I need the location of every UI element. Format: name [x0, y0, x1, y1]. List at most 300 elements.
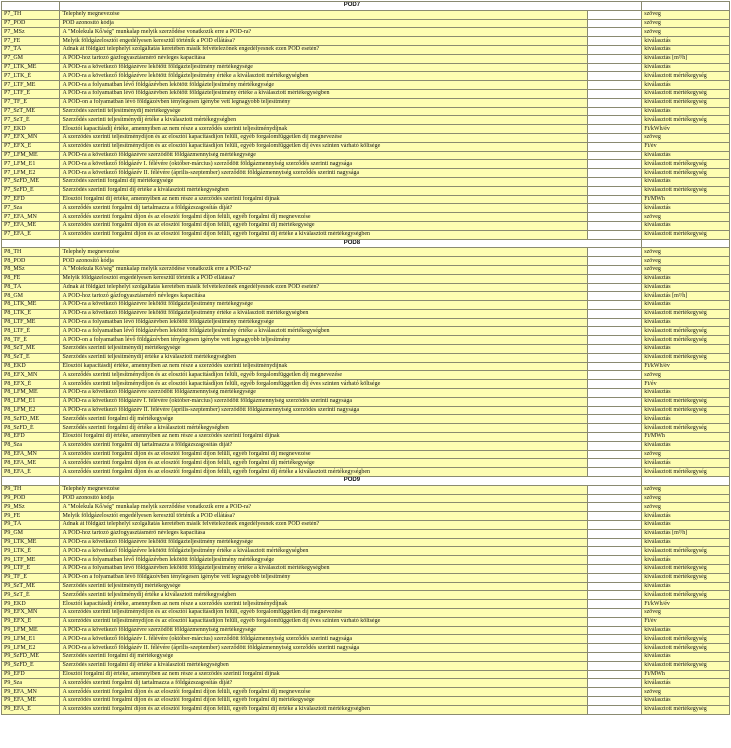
- code-cell[interactable]: P8_LFM_ME: [2, 389, 60, 398]
- value-input-cell[interactable]: [587, 186, 641, 195]
- value-input-cell[interactable]: [587, 626, 641, 635]
- description-cell[interactable]: A szerződés szerinti forgalmi díjon és az elosztói forgalmi díjon felüli, egyéb forgalmi díj értéke a kiválasztott mértékegységben: [60, 468, 587, 477]
- code-cell[interactable]: P8_GM: [2, 292, 60, 301]
- description-cell[interactable]: Adnak át földgázt telephelyi szolgáltatás keretében másik felvételezőnek engedélyesnek ezen POD esetén?: [60, 521, 587, 530]
- value-input-cell[interactable]: [587, 565, 641, 574]
- code-cell[interactable]: P9_SzT_É: [2, 591, 60, 600]
- code-cell[interactable]: P8_EKD: [2, 362, 60, 371]
- type-cell[interactable]: szöveg: [642, 485, 730, 494]
- description-cell[interactable]: Szerződés szerinti teljesítménydíj értéke a kiválasztott mértékegységben: [60, 591, 587, 600]
- type-cell[interactable]: szöveg: [642, 265, 730, 274]
- value-input-cell[interactable]: [587, 133, 641, 142]
- type-cell[interactable]: Ft/kWh/év: [642, 125, 730, 134]
- description-cell[interactable]: A POD-ra a folyamatban lévő földgázévben lekötött földgázteljesítmény értéke a kiválasztott mértékegységben: [60, 327, 587, 336]
- code-cell[interactable]: P7_LTF_ME: [2, 81, 60, 90]
- type-cell[interactable]: kiválasztott mértékegység: [642, 573, 730, 582]
- type-cell[interactable]: Ft/kWh/év: [642, 600, 730, 609]
- type-cell[interactable]: kiválasztott mértékegység: [642, 705, 730, 714]
- type-cell[interactable]: szöveg: [642, 503, 730, 512]
- code-cell[interactable]: P8_LTF_ME: [2, 318, 60, 327]
- value-input-cell[interactable]: [587, 107, 641, 116]
- code-cell[interactable]: P9_TÁ: [2, 521, 60, 530]
- type-cell[interactable]: kiválasztás: [642, 301, 730, 310]
- description-cell[interactable]: A szerződés szerinti forgalmi díjon és az elosztói forgalmi díjon felüli, egyéb forgalmi díj megnevezése: [60, 688, 587, 697]
- description-cell[interactable]: A POD-ra a folyamatban lévő földgázévben lekötött földgázteljesítmény mértékegysége: [60, 81, 587, 90]
- value-input-cell[interactable]: [587, 688, 641, 697]
- type-cell[interactable]: kiválasztás: [642, 318, 730, 327]
- description-cell[interactable]: A POD-ra a következő földgázév I. félévére (október-március) szerződött földgázmennyiség szerződés szerinti nagysága: [60, 397, 587, 406]
- type-cell[interactable]: kiválasztott mértékegység: [642, 397, 730, 406]
- value-input-cell[interactable]: [587, 670, 641, 679]
- type-cell[interactable]: szöveg: [642, 133, 730, 142]
- type-cell[interactable]: kiválasztott mértékegység: [642, 186, 730, 195]
- type-cell[interactable]: kiválasztás: [642, 283, 730, 292]
- code-cell[interactable]: P7_EKD: [2, 125, 60, 134]
- description-cell[interactable]: A szerződés szerinti teljesítménydíjon és az elosztói kapacitásdíjon felüli, egyéb forgalomfüggetlen díj éves szinten várható költsége: [60, 142, 587, 151]
- type-cell[interactable]: kiválasztás: [642, 63, 730, 72]
- section-title[interactable]: POD9: [60, 477, 642, 486]
- description-cell[interactable]: A POD-on a folyamatban lévő földgázévben ténylegesen igénybe vett legnagyobb teljesítmény: [60, 98, 587, 107]
- description-cell[interactable]: POD azonosító kódja: [60, 257, 587, 266]
- code-cell[interactable]: P7_TF_É: [2, 98, 60, 107]
- description-cell[interactable]: A POD-ra a következő földgázévre szerződött földgázmennyiség mértékegysége: [60, 626, 587, 635]
- value-input-cell[interactable]: [587, 37, 641, 46]
- description-cell[interactable]: A szerződés szerinti forgalmi díjon és az elosztói forgalmi díjon felüli, egyéb forgalmi díj megnevezése: [60, 450, 587, 459]
- description-cell[interactable]: A szerződés szerinti teljesítménydíjon és az elosztói kapacitásdíjon felüli, egyéb forgalomfüggetlen díj megnevezése: [60, 608, 587, 617]
- type-cell[interactable]: kiválasztás: [642, 626, 730, 635]
- code-cell[interactable]: P7_EFA_ME: [2, 221, 60, 230]
- type-cell[interactable]: szöveg: [642, 688, 730, 697]
- code-cell[interactable]: P7_EFD: [2, 195, 60, 204]
- value-input-cell[interactable]: [587, 89, 641, 98]
- value-input-cell[interactable]: [587, 389, 641, 398]
- code-cell[interactable]: P8_EFA_É: [2, 468, 60, 477]
- description-cell[interactable]: A POD-on a folyamatban lévő földgázévben ténylegesen igénybe vett legnagyobb teljesítmény: [60, 336, 587, 345]
- value-input-cell[interactable]: [587, 617, 641, 626]
- description-cell[interactable]: A "Molekula Kő/ség" munkalap melyik szerződése vonatkozik erre a POD-ra?: [60, 28, 587, 37]
- code-cell[interactable]: P9_LTF_ME: [2, 556, 60, 565]
- type-cell[interactable]: kiválasztott mértékegység: [642, 547, 730, 556]
- description-cell[interactable]: A POD-ra a következő földgázévre lekötött földgázteljesítmény mértékegysége: [60, 63, 587, 72]
- value-input-cell[interactable]: [587, 142, 641, 151]
- value-input-cell[interactable]: [587, 450, 641, 459]
- value-input-cell[interactable]: [587, 494, 641, 503]
- description-cell[interactable]: Elosztói forgalmi díj értéke, amennyiben az nem része a szerződés szerinti forgalmi díjnak: [60, 433, 587, 442]
- type-cell[interactable]: Ft/év: [642, 617, 730, 626]
- value-input-cell[interactable]: [587, 292, 641, 301]
- type-cell[interactable]: kiválasztott mértékegység: [642, 72, 730, 81]
- code-cell[interactable]: P9_SzT_ME: [2, 582, 60, 591]
- value-input-cell[interactable]: [587, 441, 641, 450]
- description-cell[interactable]: Elosztói kapacitásdíj értéke, amennyiben az nem része a szerződés szerinti teljesítménydíjnak: [60, 600, 587, 609]
- value-input-cell[interactable]: [587, 538, 641, 547]
- value-input-cell[interactable]: [587, 529, 641, 538]
- type-cell[interactable]: Ft/kWh/év: [642, 362, 730, 371]
- value-input-cell[interactable]: [587, 371, 641, 380]
- value-input-cell[interactable]: [587, 582, 641, 591]
- value-input-cell[interactable]: [587, 380, 641, 389]
- description-cell[interactable]: Elosztói forgalmi díj értéke, amennyiben az nem része a szerződés szerinti forgalmi díjnak: [60, 195, 587, 204]
- description-cell[interactable]: Szerződés szerinti teljesítménydíj mértékegysége: [60, 345, 587, 354]
- value-input-cell[interactable]: [587, 54, 641, 63]
- code-cell[interactable]: P7_EFA_MN: [2, 213, 60, 222]
- description-cell[interactable]: A szerződés szerinti forgalmi díj tartalmazza a földgázszagosítás díját?: [60, 679, 587, 688]
- code-cell[interactable]: P9_TH: [2, 485, 60, 494]
- description-cell[interactable]: POD azonosító kódja: [60, 494, 587, 503]
- type-cell[interactable]: kiválasztott mértékegység: [642, 160, 730, 169]
- type-cell[interactable]: kiválasztott mértékegység: [642, 468, 730, 477]
- description-cell[interactable]: Szerződés szerinti teljesítménydíj értéke a kiválasztott mértékegységben: [60, 116, 587, 125]
- value-input-cell[interactable]: [587, 424, 641, 433]
- description-cell[interactable]: Szerződés szerinti forgalmi díj mértékegysége: [60, 652, 587, 661]
- type-cell[interactable]: Ft/MWh: [642, 195, 730, 204]
- description-cell[interactable]: A POD-hoz tartozó gázfogyasztásmérő névleges kapacitása: [60, 292, 587, 301]
- code-cell[interactable]: P8_SzT_ME: [2, 345, 60, 354]
- description-cell[interactable]: Szerződés szerinti forgalmi díj értéke a kiválasztott mértékegységben: [60, 186, 587, 195]
- value-input-cell[interactable]: [587, 468, 641, 477]
- code-cell[interactable]: P7_LFM_E2: [2, 169, 60, 178]
- code-cell[interactable]: P9_POD: [2, 494, 60, 503]
- description-cell[interactable]: Elosztói forgalmi díj értéke, amennyiben az nem része a szerződés szerinti forgalmi díjnak: [60, 670, 587, 679]
- description-cell[interactable]: A POD-ra a következő földgázévre szerződött földgázmennyiség mértékegysége: [60, 151, 587, 160]
- type-cell[interactable]: szöveg: [642, 248, 730, 257]
- type-cell[interactable]: kiválasztott mértékegység: [642, 591, 730, 600]
- code-cell[interactable]: P7_LTK_ME: [2, 63, 60, 72]
- type-cell[interactable]: kiválasztott mértékegység: [642, 353, 730, 362]
- code-cell[interactable]: P9_SzFD_É: [2, 661, 60, 670]
- type-cell[interactable]: kiválasztott mértékegység: [642, 116, 730, 125]
- code-cell[interactable]: P9_EFX_É: [2, 617, 60, 626]
- description-cell[interactable]: A POD-hoz tartozó gázfogyasztásmérő névleges kapacitása: [60, 529, 587, 538]
- type-cell[interactable]: kiválasztás: [642, 107, 730, 116]
- value-input-cell[interactable]: [587, 608, 641, 617]
- description-cell[interactable]: Telephely megnevezése: [60, 10, 587, 19]
- description-cell[interactable]: A POD-ra a folyamatban lévő földgázévben lekötött földgázteljesítmény mértékegysége: [60, 556, 587, 565]
- description-cell[interactable]: A POD-ra a következő földgázévre szerződött földgázmennyiség mértékegysége: [60, 389, 587, 398]
- type-cell[interactable]: kiválasztott mértékegység: [642, 406, 730, 415]
- value-input-cell[interactable]: [587, 345, 641, 354]
- code-cell[interactable]: P8_FE: [2, 274, 60, 283]
- type-cell[interactable]: kiválasztás: [642, 345, 730, 354]
- code-cell[interactable]: P7_Sza: [2, 204, 60, 213]
- value-input-cell[interactable]: [587, 177, 641, 186]
- type-cell[interactable]: kiválasztás: [642, 177, 730, 186]
- value-input-cell[interactable]: [587, 705, 641, 714]
- code-cell[interactable]: P9_EFX_MN: [2, 608, 60, 617]
- section-title[interactable]: POD8: [60, 239, 642, 248]
- value-input-cell[interactable]: [587, 406, 641, 415]
- type-cell[interactable]: kiválasztás: [642, 582, 730, 591]
- type-cell[interactable]: kiválasztott mértékegység: [642, 644, 730, 653]
- code-cell[interactable]: P8_EFX_MN: [2, 371, 60, 380]
- value-input-cell[interactable]: [587, 283, 641, 292]
- value-input-cell[interactable]: [587, 512, 641, 521]
- description-cell[interactable]: A POD-ra a következő földgázév II. félévére (április-szeptember) szerződött földgázmennyiség szerződés szerinti nagysága: [60, 644, 587, 653]
- value-input-cell[interactable]: [587, 661, 641, 670]
- type-cell[interactable]: kiválasztás: [642, 459, 730, 468]
- value-input-cell[interactable]: [587, 600, 641, 609]
- type-cell[interactable]: kiválasztás: [642, 521, 730, 530]
- value-input-cell[interactable]: [587, 265, 641, 274]
- code-cell[interactable]: P7_FE: [2, 37, 60, 46]
- code-cell[interactable]: P9_LFM_E1: [2, 635, 60, 644]
- description-cell[interactable]: Telephely megnevezése: [60, 485, 587, 494]
- description-cell[interactable]: A szerződés szerinti forgalmi díj tartalmazza a földgázszagosítás díját?: [60, 204, 587, 213]
- description-cell[interactable]: A POD-ra a következő földgázév I. félévére (október-március) szerződött földgázmennyiség szerződés szerinti nagysága: [60, 160, 587, 169]
- type-cell[interactable]: kiválasztás [m³/h]: [642, 529, 730, 538]
- type-cell[interactable]: kiválasztás: [642, 441, 730, 450]
- code-cell[interactable]: P7_EFX_É: [2, 142, 60, 151]
- code-cell[interactable]: P9_GM: [2, 529, 60, 538]
- code-cell[interactable]: P7_LFM_ME: [2, 151, 60, 160]
- code-cell[interactable]: P9_LFM_E2: [2, 644, 60, 653]
- value-input-cell[interactable]: [587, 274, 641, 283]
- type-cell[interactable]: kiválasztás: [642, 556, 730, 565]
- code-cell[interactable]: P7_EFA_É: [2, 230, 60, 239]
- type-cell[interactable]: kiválasztott mértékegység: [642, 98, 730, 107]
- value-input-cell[interactable]: [587, 503, 641, 512]
- type-cell[interactable]: kiválasztás [m³/h]: [642, 292, 730, 301]
- type-cell[interactable]: kiválasztás: [642, 151, 730, 160]
- description-cell[interactable]: Melyik földgázelosztói engedélyesen keresztül történik a POD ellátása?: [60, 37, 587, 46]
- code-cell[interactable]: P7_SzFD_É: [2, 186, 60, 195]
- type-cell[interactable]: kiválasztott mértékegység: [642, 661, 730, 670]
- value-input-cell[interactable]: [587, 257, 641, 266]
- type-cell[interactable]: kiválasztás: [642, 415, 730, 424]
- code-cell[interactable]: P9_LTK_ME: [2, 538, 60, 547]
- code-cell[interactable]: P7_MSz: [2, 28, 60, 37]
- code-cell[interactable]: P8_SzFD_É: [2, 424, 60, 433]
- header-right-cell[interactable]: [642, 239, 730, 248]
- description-cell[interactable]: A "Molekula Kő/ség" munkalap melyik szerződése vonatkozik erre a POD-ra?: [60, 265, 587, 274]
- description-cell[interactable]: A POD-ra a következő földgázév II. félévére (április-szeptember) szerződött földgázmennyiség szerződés szerinti nagysága: [60, 406, 587, 415]
- value-input-cell[interactable]: [587, 309, 641, 318]
- description-cell[interactable]: A szerződés szerinti forgalmi díjon és az elosztói forgalmi díjon felüli, egyéb forgalmi díj értéke a kiválasztott mértékegységben: [60, 230, 587, 239]
- value-input-cell[interactable]: [587, 318, 641, 327]
- value-input-cell[interactable]: [587, 125, 641, 134]
- description-cell[interactable]: Elosztói kapacitásdíj értéke, amennyiben az nem része a szerződés szerinti teljesítménydíjnak: [60, 125, 587, 134]
- description-cell[interactable]: A POD-ra a folyamatban lévő földgázévben lekötött földgázteljesítmény mértékegysége: [60, 318, 587, 327]
- code-cell[interactable]: P7_SzT_ME: [2, 107, 60, 116]
- type-cell[interactable]: szöveg: [642, 213, 730, 222]
- value-input-cell[interactable]: [587, 169, 641, 178]
- description-cell[interactable]: POD azonosító kódja: [60, 19, 587, 28]
- value-input-cell[interactable]: [587, 547, 641, 556]
- code-cell[interactable]: P8_TÁ: [2, 283, 60, 292]
- code-cell[interactable]: P8_EFA_MN: [2, 450, 60, 459]
- description-cell[interactable]: A szerződés szerinti forgalmi díjon és az elosztói forgalmi díjon felüli, egyéb forgalmi díj mértékegysége: [60, 221, 587, 230]
- code-cell[interactable]: P7_TÁ: [2, 45, 60, 54]
- type-cell[interactable]: Ft/MWh: [642, 433, 730, 442]
- description-cell[interactable]: Telephely megnevezése: [60, 248, 587, 257]
- code-cell[interactable]: P9_EFA_ME: [2, 696, 60, 705]
- code-cell[interactable]: P7_POD: [2, 19, 60, 28]
- value-input-cell[interactable]: [587, 336, 641, 345]
- code-cell[interactable]: P9_LTF_É: [2, 565, 60, 574]
- code-cell[interactable]: P7_SzFD_ME: [2, 177, 60, 186]
- code-cell[interactable]: P7_SzT_É: [2, 116, 60, 125]
- type-cell[interactable]: kiválasztás: [642, 81, 730, 90]
- description-cell[interactable]: A POD-ra a következő földgázévre lekötött földgázteljesítmény értéke a kiválasztott mértékegységben: [60, 547, 587, 556]
- type-cell[interactable]: kiválasztás: [642, 274, 730, 283]
- value-input-cell[interactable]: [587, 204, 641, 213]
- type-cell[interactable]: kiválasztás [m³/h]: [642, 54, 730, 63]
- type-cell[interactable]: kiválasztás: [642, 389, 730, 398]
- type-cell[interactable]: kiválasztás: [642, 204, 730, 213]
- description-cell[interactable]: Szerződés szerinti teljesítménydíj értéke a kiválasztott mértékegységben: [60, 353, 587, 362]
- code-cell[interactable]: P8_LTF_É: [2, 327, 60, 336]
- type-cell[interactable]: szöveg: [642, 19, 730, 28]
- description-cell[interactable]: A POD-ra a következő földgázévre lekötött földgázteljesítmény értéke a kiválasztott mértékegységben: [60, 309, 587, 318]
- description-cell[interactable]: A POD-hoz tartozó gázfogyasztásmérő névleges kapacitása: [60, 54, 587, 63]
- code-cell[interactable]: P9_SzFD_ME: [2, 652, 60, 661]
- description-cell[interactable]: Szerződés szerinti forgalmi díj értéke a kiválasztott mértékegységben: [60, 424, 587, 433]
- type-cell[interactable]: kiválasztott mértékegység: [642, 89, 730, 98]
- value-input-cell[interactable]: [587, 433, 641, 442]
- code-cell[interactable]: P8_EFX_É: [2, 380, 60, 389]
- type-cell[interactable]: kiválasztás: [642, 221, 730, 230]
- code-cell[interactable]: P7_EFX_MN: [2, 133, 60, 142]
- value-input-cell[interactable]: [587, 151, 641, 160]
- type-cell[interactable]: kiválasztás: [642, 652, 730, 661]
- code-cell[interactable]: P8_SzT_É: [2, 353, 60, 362]
- code-cell[interactable]: P9_EFA_É: [2, 705, 60, 714]
- value-input-cell[interactable]: [587, 10, 641, 19]
- code-cell[interactable]: P8_Sza: [2, 441, 60, 450]
- value-input-cell[interactable]: [587, 160, 641, 169]
- header-left-cell[interactable]: [2, 477, 60, 486]
- description-cell[interactable]: A szerződés szerinti forgalmi díjon és az elosztói forgalmi díjon felüli, egyéb forgalmi díj értéke a kiválasztott mértékegységben: [60, 705, 587, 714]
- code-cell[interactable]: P8_LTK_É: [2, 309, 60, 318]
- value-input-cell[interactable]: [587, 248, 641, 257]
- section-title[interactable]: POD7: [60, 2, 642, 11]
- value-input-cell[interactable]: [587, 301, 641, 310]
- value-input-cell[interactable]: [587, 591, 641, 600]
- type-cell[interactable]: szöveg: [642, 257, 730, 266]
- type-cell[interactable]: kiválasztás: [642, 679, 730, 688]
- value-input-cell[interactable]: [587, 635, 641, 644]
- value-input-cell[interactable]: [587, 644, 641, 653]
- description-cell[interactable]: A szerződés szerinti teljesítménydíjon és az elosztói kapacitásdíjon felüli, egyéb forgalomfüggetlen díj éves szinten várható költsége: [60, 380, 587, 389]
- code-cell[interactable]: P8_MSz: [2, 265, 60, 274]
- description-cell[interactable]: A szerződés szerinti forgalmi díjon és az elosztói forgalmi díjon felüli, egyéb forgalmi díj mértékegysége: [60, 459, 587, 468]
- value-input-cell[interactable]: [587, 116, 641, 125]
- type-cell[interactable]: kiválasztás: [642, 45, 730, 54]
- value-input-cell[interactable]: [587, 459, 641, 468]
- code-cell[interactable]: P7_GM: [2, 54, 60, 63]
- value-input-cell[interactable]: [587, 679, 641, 688]
- type-cell[interactable]: kiválasztott mértékegység: [642, 230, 730, 239]
- code-cell[interactable]: P8_EFA_ME: [2, 459, 60, 468]
- type-cell[interactable]: Ft/MWh: [642, 670, 730, 679]
- description-cell[interactable]: Szerződés szerinti forgalmi díj mértékegysége: [60, 177, 587, 186]
- code-cell[interactable]: P9_FE: [2, 512, 60, 521]
- type-cell[interactable]: kiválasztott mértékegység: [642, 565, 730, 574]
- description-cell[interactable]: Szerződés szerinti forgalmi díj mértékegysége: [60, 415, 587, 424]
- code-cell[interactable]: P9_MSz: [2, 503, 60, 512]
- header-right-cell[interactable]: [642, 477, 730, 486]
- description-cell[interactable]: A szerződés szerinti teljesítménydíjon és az elosztói kapacitásdíjon felüli, egyéb forgalomfüggetlen díj megnevezése: [60, 371, 587, 380]
- code-cell[interactable]: P7_LTK_É: [2, 72, 60, 81]
- code-cell[interactable]: P9_Sza: [2, 679, 60, 688]
- type-cell[interactable]: szöveg: [642, 10, 730, 19]
- code-cell[interactable]: P9_EFA_MN: [2, 688, 60, 697]
- value-input-cell[interactable]: [587, 28, 641, 37]
- description-cell[interactable]: Melyik földgázelosztói engedélyesen keresztül történik a POD ellátása?: [60, 512, 587, 521]
- value-input-cell[interactable]: [587, 98, 641, 107]
- type-cell[interactable]: kiválasztott mértékegység: [642, 424, 730, 433]
- code-cell[interactable]: P8_LFM_E2: [2, 406, 60, 415]
- value-input-cell[interactable]: [587, 485, 641, 494]
- type-cell[interactable]: kiválasztott mértékegység: [642, 169, 730, 178]
- value-input-cell[interactable]: [587, 81, 641, 90]
- type-cell[interactable]: szöveg: [642, 494, 730, 503]
- code-cell[interactable]: P8_LFM_E1: [2, 397, 60, 406]
- code-cell[interactable]: P8_POD: [2, 257, 60, 266]
- type-cell[interactable]: kiválasztott mértékegység: [642, 309, 730, 318]
- description-cell[interactable]: A szerződés szerinti teljesítménydíjon és az elosztói kapacitásdíjon felüli, egyéb forgalomfüggetlen díj éves szinten várható költsége: [60, 617, 587, 626]
- value-input-cell[interactable]: [587, 556, 641, 565]
- type-cell[interactable]: szöveg: [642, 608, 730, 617]
- description-cell[interactable]: A POD-ra a folyamatban lévő földgázévben lekötött földgázteljesítmény értéke a kiválasztott mértékegységben: [60, 565, 587, 574]
- type-cell[interactable]: Ft/év: [642, 142, 730, 151]
- type-cell[interactable]: kiválasztott mértékegység: [642, 635, 730, 644]
- value-input-cell[interactable]: [587, 213, 641, 222]
- value-input-cell[interactable]: [587, 327, 641, 336]
- value-input-cell[interactable]: [587, 195, 641, 204]
- value-input-cell[interactable]: [587, 573, 641, 582]
- code-cell[interactable]: P9_EKD: [2, 600, 60, 609]
- type-cell[interactable]: kiválasztott mértékegység: [642, 327, 730, 336]
- value-input-cell[interactable]: [587, 397, 641, 406]
- description-cell[interactable]: A POD-ra a következő földgázév II. félévére (április-szeptember) szerződött földgázmennyiség szerződés szerinti nagysága: [60, 169, 587, 178]
- description-cell[interactable]: A POD-ra a következő földgázévre lekötött földgázteljesítmény mértékegysége: [60, 538, 587, 547]
- value-input-cell[interactable]: [587, 696, 641, 705]
- description-cell[interactable]: A POD-on a folyamatban lévő földgázévben ténylegesen igénybe vett legnagyobb teljesítmény: [60, 573, 587, 582]
- description-cell[interactable]: A szerződés szerinti forgalmi díjon és az elosztói forgalmi díjon felüli, egyéb forgalmi díj megnevezése: [60, 213, 587, 222]
- header-left-cell[interactable]: [2, 239, 60, 248]
- code-cell[interactable]: P7_TH: [2, 10, 60, 19]
- description-cell[interactable]: Szerződés szerinti teljesítménydíj mértékegysége: [60, 107, 587, 116]
- type-cell[interactable]: kiválasztás: [642, 696, 730, 705]
- value-input-cell[interactable]: [587, 221, 641, 230]
- description-cell[interactable]: Elosztói kapacitásdíj értéke, amennyiben az nem része a szerződés szerinti teljesítménydíjnak: [60, 362, 587, 371]
- description-cell[interactable]: A szerződés szerinti forgalmi díj tartalmazza a földgázszagosítás díját?: [60, 441, 587, 450]
- value-input-cell[interactable]: [587, 63, 641, 72]
- header-left-cell[interactable]: [2, 2, 60, 11]
- type-cell[interactable]: szöveg: [642, 371, 730, 380]
- value-input-cell[interactable]: [587, 521, 641, 530]
- type-cell[interactable]: szöveg: [642, 28, 730, 37]
- value-input-cell[interactable]: [587, 652, 641, 661]
- type-cell[interactable]: Ft/év: [642, 380, 730, 389]
- type-cell[interactable]: szöveg: [642, 450, 730, 459]
- type-cell[interactable]: kiválasztás: [642, 37, 730, 46]
- description-cell[interactable]: A "Molekula Kő/ség" munkalap melyik szerződése vonatkozik erre a POD-ra?: [60, 503, 587, 512]
- description-cell[interactable]: Adnak át földgázt telephelyi szolgáltatás keretében másik felvételezőnek engedélyesnek ezen POD esetén?: [60, 283, 587, 292]
- description-cell[interactable]: Melyik földgázelosztói engedélyesen keresztül történik a POD ellátása?: [60, 274, 587, 283]
- description-cell[interactable]: Szerződés szerinti teljesítménydíj mértékegysége: [60, 582, 587, 591]
- code-cell[interactable]: P9_LTK_É: [2, 547, 60, 556]
- code-cell[interactable]: P8_EFD: [2, 433, 60, 442]
- code-cell[interactable]: P8_TF_É: [2, 336, 60, 345]
- code-cell[interactable]: P9_TF_É: [2, 573, 60, 582]
- value-input-cell[interactable]: [587, 230, 641, 239]
- value-input-cell[interactable]: [587, 72, 641, 81]
- header-right-cell[interactable]: [642, 2, 730, 11]
- value-input-cell[interactable]: [587, 45, 641, 54]
- description-cell[interactable]: A POD-ra a következő földgázév I. félévére (október-március) szerződött földgázmennyiség szerződés szerinti nagysága: [60, 635, 587, 644]
